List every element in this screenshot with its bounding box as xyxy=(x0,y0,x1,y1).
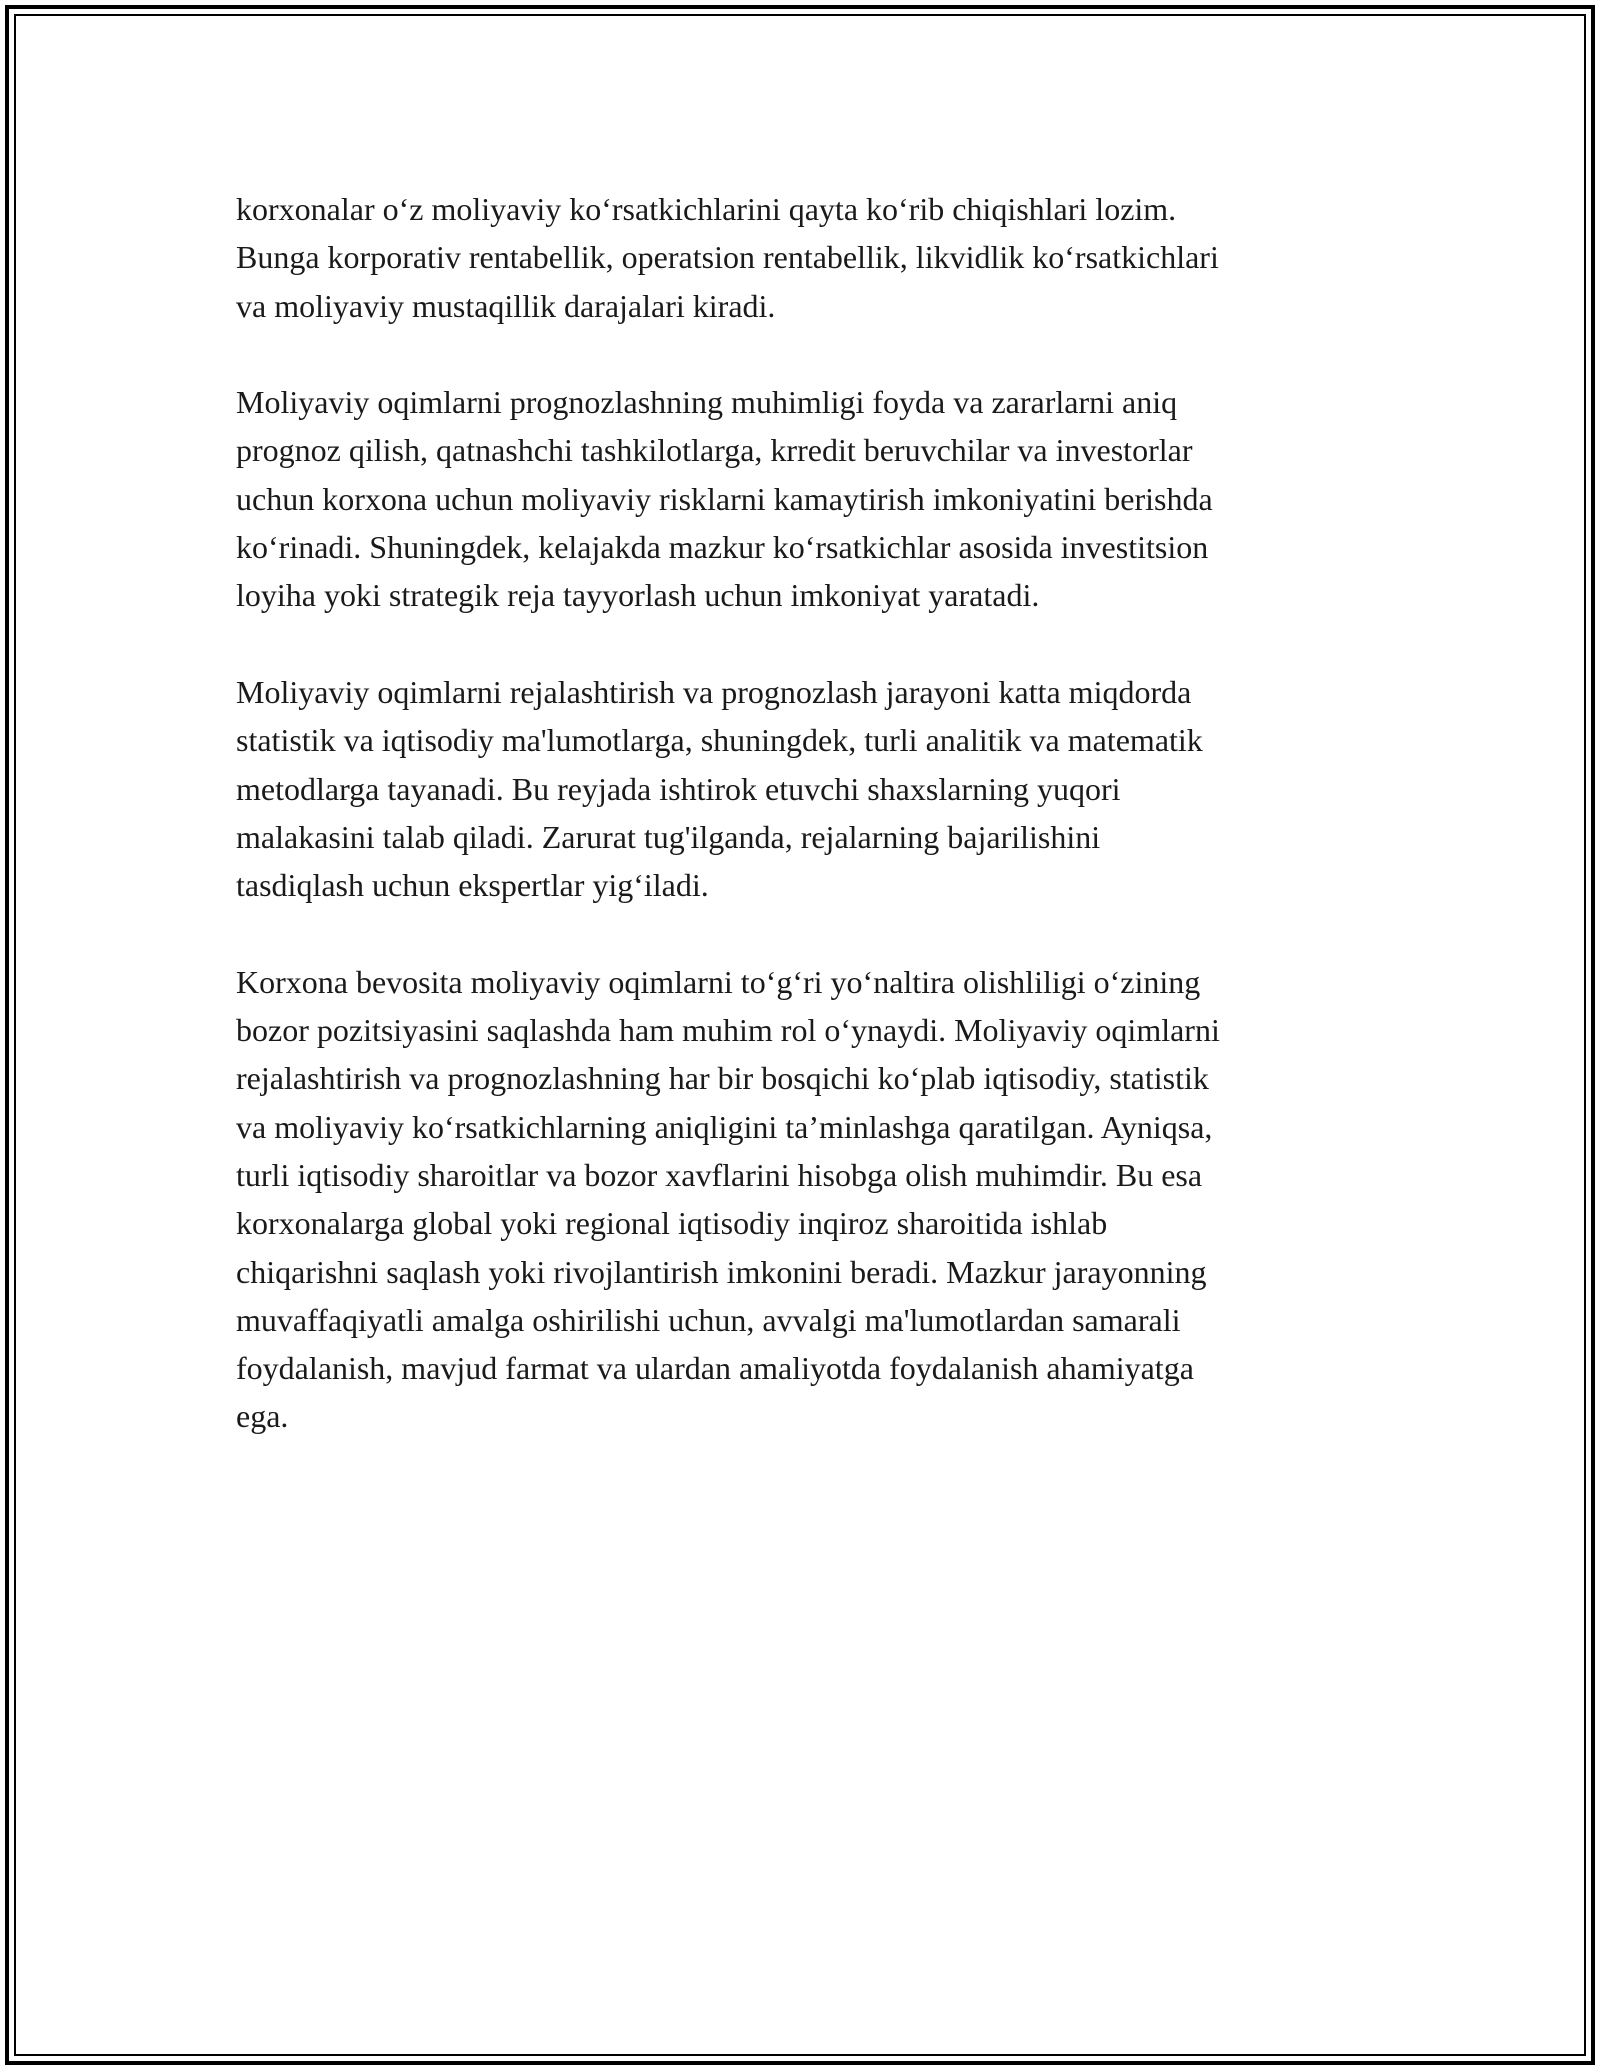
text-line: uchun korxona uchun moliyaviy risklarni kamaytirish imkoniyatini berishda xyxy=(236,480,1213,517)
document-body xyxy=(236,185,1386,1489)
text-line: chiqarishni saqlash yoki rivojlantirish imkonini beradi. Mazkur jarayonning xyxy=(236,1253,1207,1290)
text-line: Moliyaviy oqimlarni prognozlashning muhimligi foyda va zararlarni aniq xyxy=(236,384,1178,421)
text-line: va moliyaviy mustaqillik darajalari kiradi. xyxy=(236,287,776,324)
text-line: tasdiqlash uchun ekspertlar yig‘iladi. xyxy=(236,867,709,904)
text-line: turli iqtisodiy sharoitlar va bozor xavflarini hisobga olish muhimdir. Bu esa xyxy=(236,1156,1203,1193)
text-line: Moliyaviy oqimlarni rejalashtirish va prognozlash jarayoni katta miqdorda xyxy=(236,673,1192,710)
text-line: va moliyaviy ko‘rsatkichlarning aniqligini ta’minlashga qaratilgan. Ayniqsa, xyxy=(236,1108,1213,1145)
text-line: ko‘rinadi. Shuningdek, kelajakda mazkur ko‘rsatkichlar asosida investitsion xyxy=(236,529,1209,566)
text-line: Korxona bevosita moliyaviy oqimlarni to‘g‘ri yo‘naltira olishliligi o‘zining xyxy=(236,963,1201,1000)
text-line: statistik va iqtisodiy ma'lumotlarga, shuningdek, turli analitik va matematik xyxy=(236,722,1203,759)
text-line: loyiha yoki strategik reja tayyorlash uchun imkoniyat yaratadi. xyxy=(236,577,1040,614)
text-line: foydalanish, mavjud farmat va ulardan amaliyotda foydalanish ahamiyatga xyxy=(236,1350,1194,1387)
text-line: korxonalarga global yoki regional iqtisodiy inqiroz sharoitida ishlab xyxy=(236,1205,1108,1242)
paragraph-2 xyxy=(236,378,1386,619)
text-line: prognoz qilish, qatnashchi tashkilotlarga, krredit beruvchilar va investorlar xyxy=(236,432,1193,469)
text-line: malakasini talab qiladi. Zarurat tug'ilganda, rejalarning bajarilishini xyxy=(236,818,1101,855)
paragraph-4 xyxy=(236,958,1386,1441)
paragraph-3 xyxy=(236,668,1386,909)
text-line: korxonalar o‘z moliyaviy ko‘rsatkichlarini qayta ko‘rib chiqishlari lozim. xyxy=(236,191,1177,227)
text-line: ega. xyxy=(236,1398,289,1435)
text-line: muvaffaqiyatli amalga oshirilishi uchun, avvalgi ma'lumotlardan samarali xyxy=(236,1301,1181,1338)
text-line: Bunga korporativ rentabellik, operatsion rentabellik, likvidlik ko‘rsatkichlari xyxy=(236,239,1219,276)
text-line: bozor pozitsiyasini saqlashda ham muhim rol o‘ynaydi. Moliyaviy oqimlarni xyxy=(236,1012,1220,1049)
text-line: metodlarga tayanadi. Bu reyjada ishtirok etuvchi shaxslarning yuqori xyxy=(236,770,1121,807)
paragraph-1 xyxy=(236,185,1386,330)
text-line: rejalashtirish va prognozlashning har bir bosqichi ko‘plab iqtisodiy, statistik xyxy=(236,1060,1209,1097)
